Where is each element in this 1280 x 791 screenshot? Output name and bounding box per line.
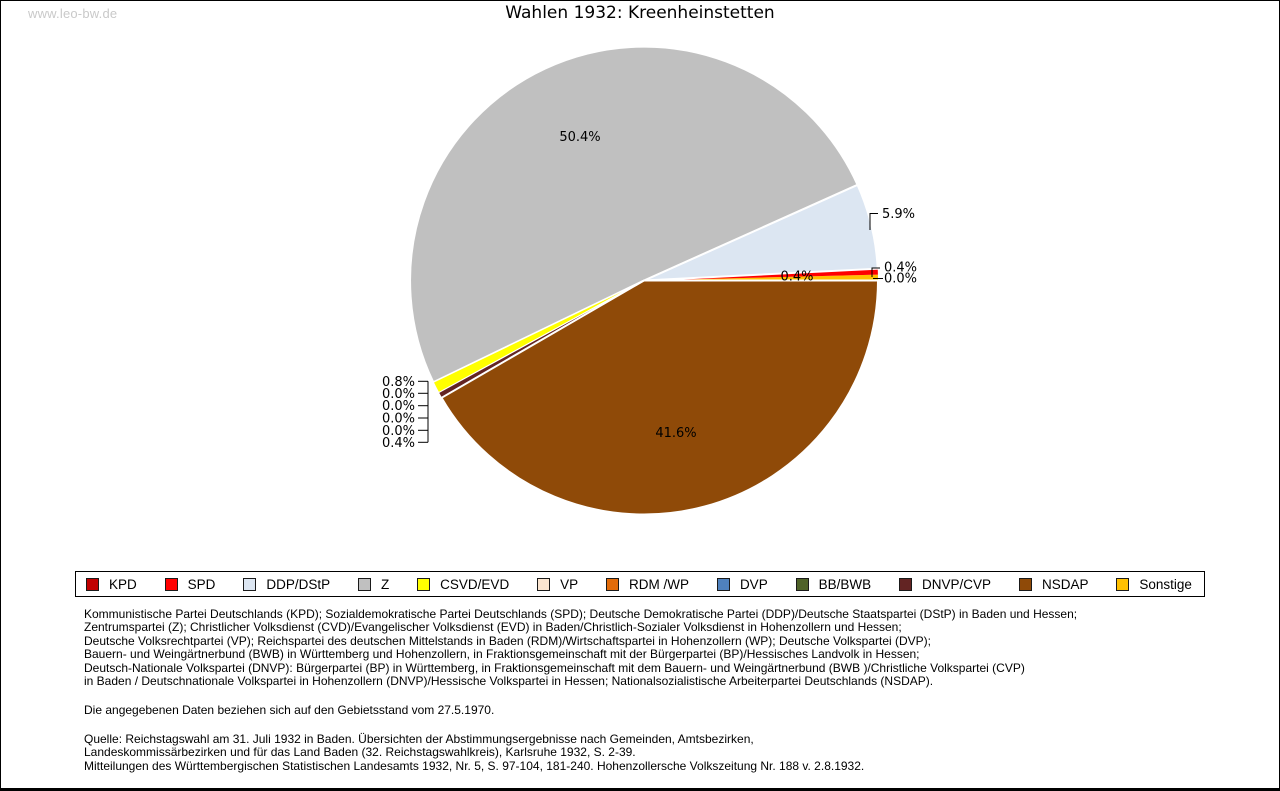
page-title: Wahlen 1932: Kreenheinstetten: [505, 3, 775, 23]
legend-label: RDM /WP: [629, 576, 690, 592]
legend-item-vp: [537, 577, 578, 592]
party-definitions-line: Kommunistische Partei Deutschlands (KPD); Sozialdemokratische Partei Deutschlands (SPD); Deutsche Demokratische Partei (DDP)/Deutsche Staatspartei (DStP) in Baden und Hessen;: [84, 607, 1078, 621]
slice-label-vp: 0.0%: [381, 386, 415, 402]
legend-swatch-nsdap: [1019, 578, 1032, 591]
slice-label-bb-bwb: 0.0%: [381, 423, 415, 439]
slice-label-rdm-wp: 0.0%: [381, 399, 415, 415]
legend-swatch-dvp: [717, 578, 730, 591]
legend-label: DVP: [739, 576, 768, 592]
legend-label: KPD: [109, 576, 137, 592]
party-definitions-line: Bauern- und Weingärtnerbund (BWB) in Württemberg und Hohenzollern, in Fraktionsgemeinschaft mit der Bürgerpartei (BP)/Hessisches Landvolk in Hessen;: [84, 647, 920, 662]
legend-item-ddp-dstp: [243, 577, 330, 592]
legend-label: VP: [560, 576, 579, 592]
legend-item-dnvp-cvp: [899, 577, 991, 592]
gebietsstand-note: Die angegebenen Daten beziehen sich auf den Gebietsstand vom 27.5.1970.: [84, 703, 495, 718]
slice-label-z: 50.4%: [559, 130, 601, 145]
legend-label: SPD: [187, 576, 216, 592]
slice-label-ddp-dstp: 5.9%: [882, 207, 916, 222]
legend: [75, 571, 1205, 597]
slice-label-nsdap: 41.6%: [655, 426, 697, 441]
source-note-line: Quelle: Reichstagswahl am 31. Juli 1932 in Baden. Übersichten der Abstimmungsergebnisse nach Gemeinden, Amtsbezirken,: [84, 731, 754, 746]
slice-label-dvp: 0.0%: [381, 411, 415, 427]
legend-label: BB/BWB: [818, 576, 872, 592]
legend-swatch-spd: [165, 578, 178, 591]
legend-swatch-rdm-wp: [606, 578, 619, 591]
legend-item-spd: [165, 577, 216, 592]
legend-swatch-dnvp-cvp: [899, 578, 912, 591]
legend-item-nsdap: [1019, 577, 1089, 592]
legend-swatch-vp: [537, 578, 550, 591]
legend-swatch-bb-bwb: [796, 578, 809, 591]
legend-label: DDP/DStP: [266, 576, 331, 592]
slice-label-kpd: 0.0%: [884, 271, 918, 287]
legend-item-bb-bwb: [796, 577, 872, 592]
legend-label: NSDAP: [1041, 576, 1089, 592]
source-note-line: Landeskommissärbezirken und für das Land Baden (32. Reichstagswahlkreis), Karlsruhe 1932, S. 2-39.: [84, 745, 636, 760]
legend-label: DNVP/CVP: [922, 576, 992, 592]
legend-swatch-kpd: [86, 578, 99, 591]
legend-label: Z: [381, 576, 390, 592]
legend-item-dvp: [717, 577, 768, 592]
legend-item-csvd-evd: [417, 577, 509, 592]
legend-item-rdm-wp: [606, 577, 689, 592]
legend-item-kpd: [86, 577, 137, 592]
legend-swatch-csvd-evd: [417, 578, 430, 591]
party-definitions-line: Zentrumspartei (Z); Christlicher Volksdienst (CVD)/Evangelischer Volksdienst (EVD) in Baden/Christlich-Sozialer Volksdienst in Hohenzollern und Hessen;: [84, 620, 902, 635]
source-note-line: Mitteilungen des Württembergischen Statistischen Landesamts 1932, Nr. 5, S. 97-104, 181-240. Hohenzollersche Volkszeitung Nr. 188 v. 2.8.1932.: [84, 758, 865, 773]
legend-label: CSVD/EVD: [440, 576, 510, 592]
slice-label-spd: 0.4%: [780, 269, 814, 285]
source-note: [84, 733, 1077, 773]
slice-label-csvd-evd: 0.8%: [381, 374, 415, 390]
legend-label: Sonstige: [1139, 576, 1192, 592]
legend-swatch-ddp-dstp: [243, 578, 256, 591]
legend-item-z: [358, 577, 389, 592]
legend-item-sonstige: [1116, 577, 1192, 592]
party-definitions-line: Deutsch-Nationale Volkspartei (DNVP): Bürgerpartei (BP) in Württemberg, in Fraktionsgemeinschaft mit dem Bauern- und Weingärtnerbund (BWB )/Christliche Volkspartei (CVP): [84, 660, 1025, 675]
party-definitions-line: Deutsche Volksrechtpartei (VP); Reichspartei des deutschen Mittelstands in Baden (RDM)/Wirtschaftspartei in Hohenzollern (WP); Deutsche Volkspartei (DVP);: [84, 633, 932, 648]
slice-label-dnvp-cvp: 0.4%: [381, 435, 415, 451]
party-definitions-line: in Baden / Deutschnationale Volkspartei in Hohenzollern (DNVP)/Hessische Volkspartei in Hessen; Nationalsozialistische Arbeiterpartei Deutschlands (NSDAP).: [84, 674, 934, 689]
legend-swatch-z: [358, 578, 371, 591]
watermark: www.leo-bw.de: [28, 6, 118, 21]
footer: [84, 608, 1077, 773]
party-definitions: [84, 608, 1077, 688]
legend-swatch-sonstige: [1116, 578, 1129, 591]
slice-label-sonstige: 0.4%: [884, 260, 918, 276]
